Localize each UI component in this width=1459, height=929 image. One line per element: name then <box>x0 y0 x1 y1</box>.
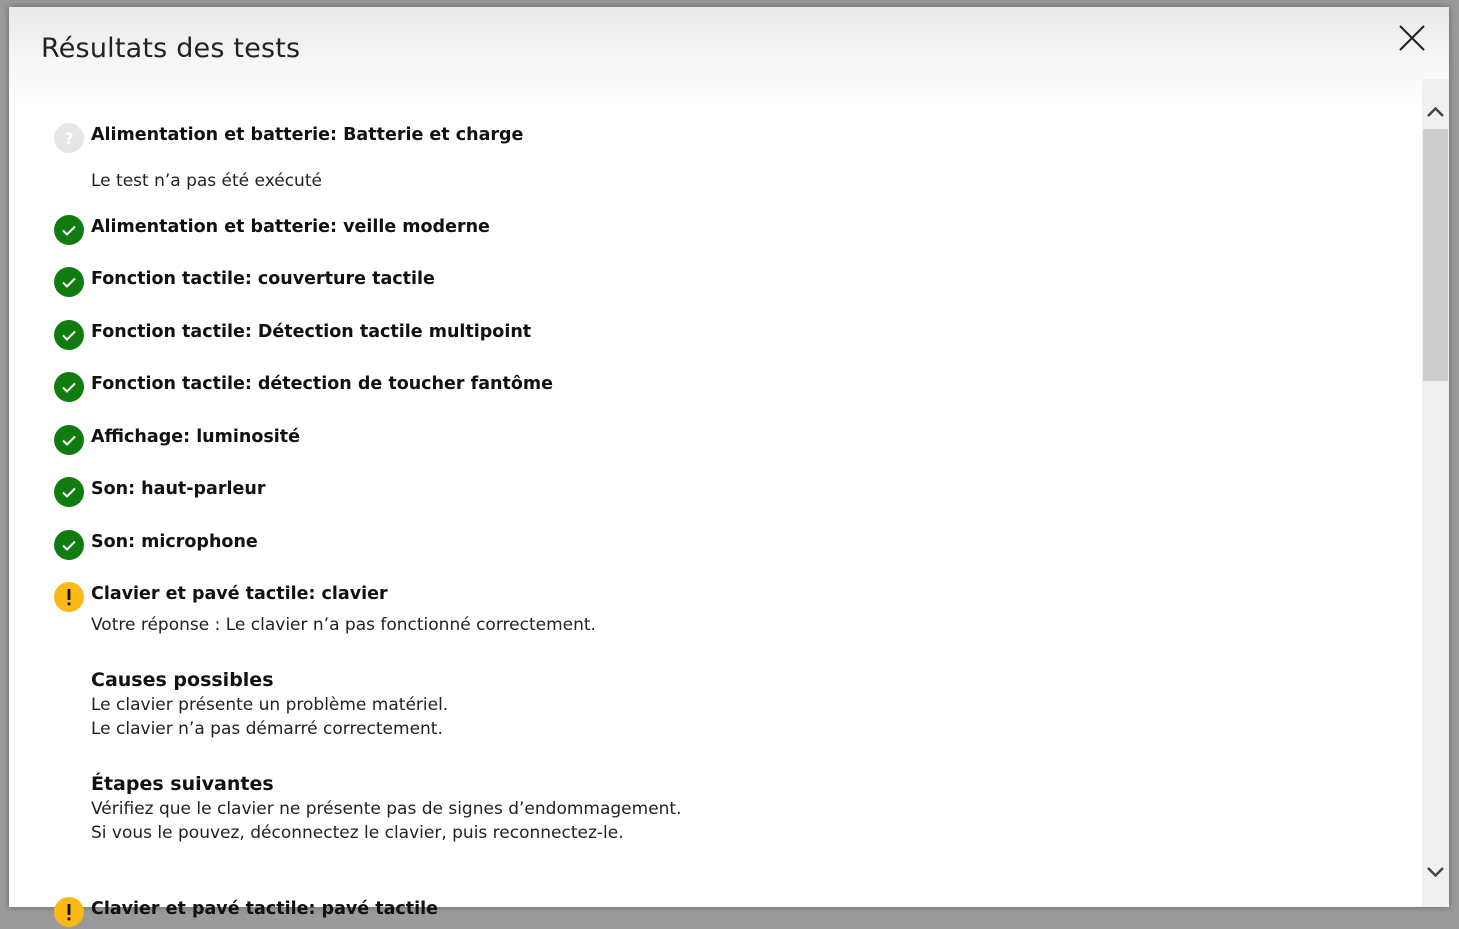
scroll-up-button[interactable] <box>1422 97 1449 127</box>
result-label: Affichage: luminosité <box>91 427 301 447</box>
result-label: Alimentation et batterie: veille moderne <box>91 217 490 237</box>
dialog-title: Résultats des tests <box>41 33 301 64</box>
checkmark-icon <box>54 530 84 560</box>
checkmark-icon <box>54 215 84 245</box>
exclamation-icon <box>54 582 84 612</box>
result-label: Son: haut-parleur <box>91 479 266 499</box>
checkmark-icon <box>54 477 84 507</box>
result-label: Fonction tactile: couverture tactile <box>91 269 435 289</box>
next-steps-title: Étapes suivantes <box>91 773 274 795</box>
result-label: Fonction tactile: Détection tactile multipoint <box>91 322 532 342</box>
svg-text:?: ? <box>64 129 74 148</box>
vertical-scrollbar[interactable] <box>1422 79 1449 907</box>
checkmark-icon <box>54 267 84 297</box>
result-detail: Le test n’a pas été exécuté <box>91 171 322 191</box>
chevron-down-icon <box>1422 857 1449 887</box>
results-list <box>9 7 1419 919</box>
next-step-item: Si vous le pouvez, déconnectez le clavier, puis reconnectez-le. <box>91 823 624 843</box>
result-label: Fonction tactile: détection de toucher fantôme <box>91 374 553 394</box>
scroll-thumb[interactable] <box>1423 129 1448 381</box>
next-step-item: Vérifiez que le clavier ne présente pas de signes d’endommagement. <box>91 799 682 819</box>
cause-item: Le clavier n’a pas démarré correctement. <box>91 719 443 739</box>
test-results-dialog <box>9 7 1449 919</box>
causes-title: Causes possibles <box>91 669 274 691</box>
result-label: Alimentation et batterie: Batterie et charge <box>91 125 524 145</box>
checkmark-icon <box>54 372 84 402</box>
chevron-up-icon <box>1422 97 1449 127</box>
checkmark-icon <box>54 320 84 350</box>
cause-item: Le clavier présente un problème matériel. <box>91 695 449 715</box>
result-label: Clavier et pavé tactile: pavé tactile <box>91 899 439 919</box>
result-label: Clavier et pavé tactile: clavier <box>91 584 388 604</box>
checkmark-icon <box>54 425 84 455</box>
scroll-down-button[interactable] <box>1422 857 1449 887</box>
result-label: Son: microphone <box>91 532 258 552</box>
question-icon <box>54 123 84 153</box>
user-response: Votre réponse : Le clavier n’a pas fonctionné correctement. <box>91 615 596 635</box>
exclamation-icon <box>54 897 84 927</box>
